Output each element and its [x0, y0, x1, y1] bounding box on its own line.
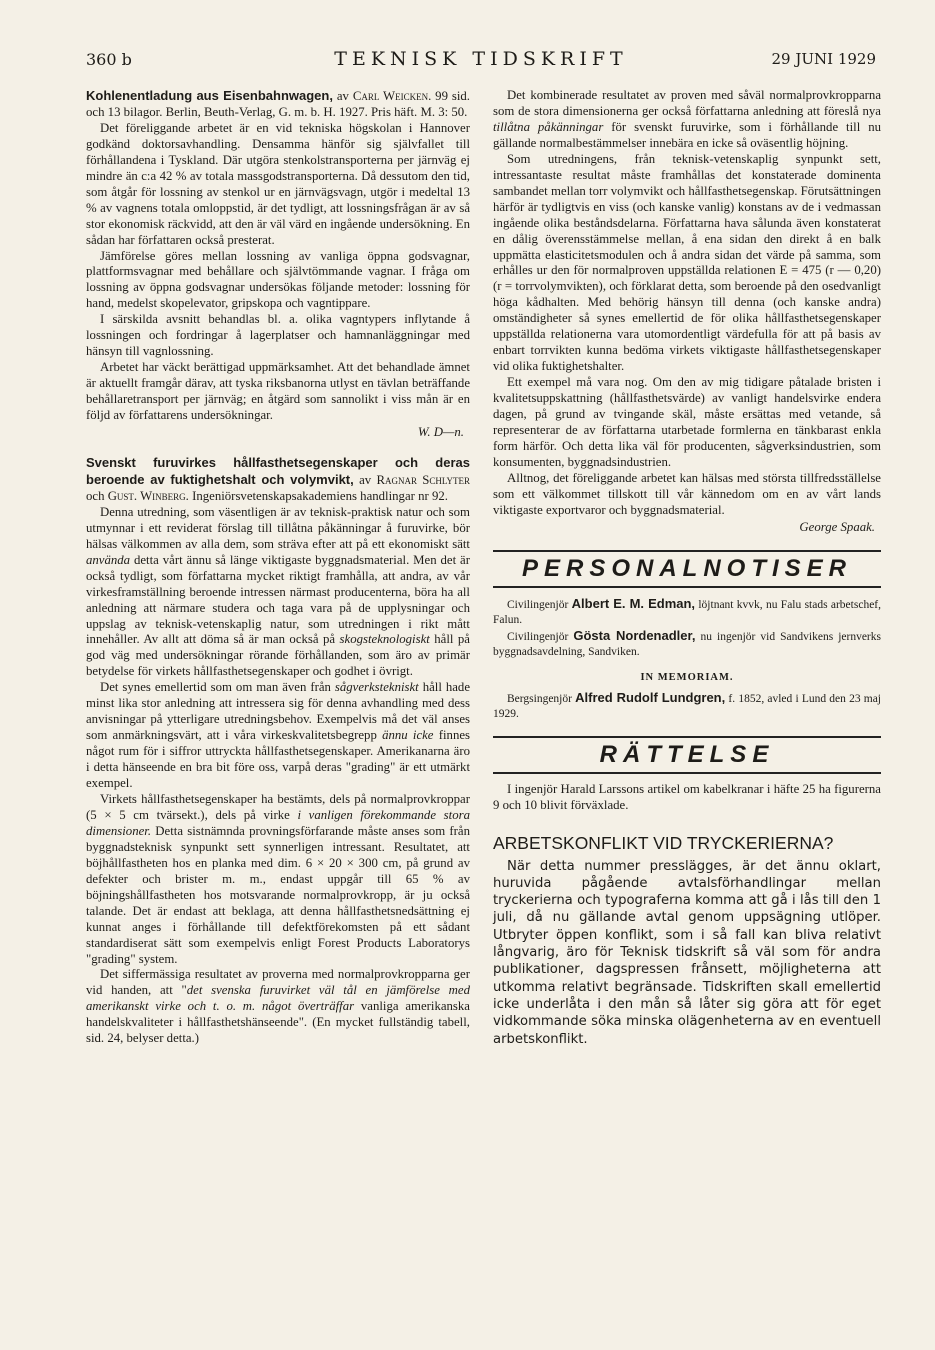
personal-notices-banner: PERSONALNOTISER [493, 550, 881, 588]
review2-paragraph: Det siffermässiga resultatet av proverna med normalprovkropparna ger vid handen, att "det svenska furuvirket väl tål en jämförelse med amerikanskt virke och t. o. m. något överträffar vanliga amerikanska handelskvaliteter i hållfasthetshänseende". (En mycket fullständig tabell, sid. 24, belyser detta.) [86, 967, 470, 1046]
review1-author: Carl Weicken. [352, 89, 432, 103]
review2-author2: Gust. Winberg. [107, 488, 189, 503]
review1-title: Kohlenentladung aus Eisenbahnwagen, [86, 88, 333, 103]
review2-and: och [86, 488, 108, 503]
left-column [86, 88, 470, 1047]
review1-paragraph: I särskilda avsnitt behandlas bl. a. olika vagntypers inflytande å lossningen och fordringar å lagerplatser och hamnanläggningar med hänsyn till vagnlossning. [86, 312, 470, 359]
notice-lundgren: Bergsingenjör Alfred Rudolf Lundgren, f. 1852, avled i Lund den 23 maj 1929. [493, 689, 882, 720]
page-header [86, 48, 876, 74]
correction-text: I ingenjör Harald Larssons artikel om kabelkranar i häfte 25 ha figurerna 9 och 10 blivit förväxlade. [493, 781, 881, 812]
page-number: 360 b [86, 50, 132, 69]
issue-date: 29 JUNI 1929 [771, 50, 876, 68]
review2-paragraph: Alltnog, det föreliggande arbetet kan hälsas med största tillfredsställelse som ett välkommet tillskott till vår kännedom om en av vårt lands viktigaste exportvaror och byggnadsmaterial. [493, 470, 881, 517]
review1-paragraph: Det föreliggande arbetet är en vid tekniska högskolan i Hannover godkänd doktorsavhandling. Densamma hänför sig självfallet till förhållandena i Tyskland. Där utgöra stenkolstransporterna per järnväg ej mindre än c:a 42 % av totala massgodstransporterna. Då dessutom den tid, som åtgår för lossning av stenkol ur en järnvägsvagn, utgör i medeltal 13 % av vagnens totala omloppstid, är det tydligt, att lossningsfrågan är av så stor ekonomisk räckvidd, att den är väl värd en ingående undersökning. En sådan har författaren också presterat. [86, 120, 470, 247]
review1-paragraph: Jämförelse göres mellan lossning av vanliga öppna godsvagnar, plattformsvagnar med behållare och självtömmande vagnar. I fråga om lossning av öppna godsvagnar undersökas följande metoder: lossning för hand, medelst skopelevator, gripskopa och vagntippare. [86, 248, 470, 311]
review1-details: 99 sid. och 13 bilagor. Berlin, Beuth-Verlag, G. m. b. H. 1927. Pris häft. M. 3: 50. [86, 89, 470, 119]
review2-paragraph: Ett exempel må vara nog. Om den av mig tidigare påtalade bristen i kvalitetsuppskattning (hållfasthetsvärde) av vanligt handelsvirke endera dagen, på grund av tvingande skäl, måste ersättas med vetande, så representerar de av författarna utarbetade formlerna en tänkbarast enkla form härför. Och detta lika väl för producenten, sågverksindustrien, som konsumenten, byggnadsindustrien. [493, 375, 881, 469]
review2-signature: George Spaak. [799, 519, 875, 534]
in-memoriam-heading: IN MEMORIAM. [640, 671, 734, 683]
review1-signature: W. D—n. [417, 425, 464, 440]
review2-paragraph: Det kombinerade resultatet av proven med såväl normalprovkropparna som de stora dimensionerna ger också författarna anledning att föreslå nya tillåtna påkänningar för svenskt furuvirke, som i förhållande till nu gällande normalbestämmelser innebära en icke så oväsentlig höjning. [493, 88, 881, 150]
review2-paragraph: Som utredningens, från teknisk-vetenskaplig synpunkt sett, intressantaste resultat måste framhållas det konstaterade dominenta sambandet mellan torr volymvikt och hållfasthetsegenskap. Förutsättningen härför är tydligtvis en viss (och kanske vanlig) konstans av de i vedmassan ingående olika beståndsdelarna. Författarna hava sålunda även konstaterat en dålig överensstämmelse mellan, å ena sidan den direkt å en balk uppmätta elasticitetsmodulen och å andra sidan det värde på samma, som erhålles ur den för normalproven uppställda relationen E = 475 (r — 0,20) (r = torrvolymvikten), och förklarat detta, som beroende på den osedvanligt höga kådhalten. Med behörig hänsyn till denna (och kanske andra) omständigheter så synes emellertid de för olika hållfasthetsegenskaper uppställda relationerna vara utomordentligt värdefulla för att på basis av enbart torrvikten kunna bedöma virkets viktigaste hållfasthetsegenskaper vid olika fuktighetshalter. [493, 151, 881, 374]
review2-details: Ingeniörsvetenskapsakademiens handlingar nr 92. [188, 488, 448, 503]
review1-by: av [332, 89, 353, 103]
review2-paragraph: Det synes emellertid som om man även från sågverkstekniskt håll hade minst lika stor anledning att intressera sig för denna avhandling med dess anvisningar på ytterligare utredningsbehov. Exempelvis må det väl anses som anmärkningsvärt, att i våra virkeskvalitetsbegrepp ännu icke finnes något rum för i siffror uttryckta hållfasthetsegenskaper. Amerikanarna äro i detta hänseende en bra bit före oss, varpå deras "grading" är ett utmärkt exempel. [86, 680, 470, 791]
review2-author1: Ragnar Schlyter [376, 472, 471, 487]
review2-title: Svenskt furuvirkes hållfasthetsegenskaper och deras beroende av fuktighetshalt och volymvikt, [86, 454, 470, 487]
notice-nordenadler: Civilingenjör Gösta Nordenadler, nu ingenjör vid Sandvikens jernverks byggnadsavdelning, Sandviken. [493, 627, 881, 658]
review2-by: av [353, 472, 377, 487]
journal-title: TEKNISK TIDSKRIFT [334, 48, 628, 70]
review1-paragraph: Arbetet har väckt berättigad uppmärksamhet. Att det behandlade ämnet är aktuellt framgår därav, att tyska riksbanorna utlyst en tävlan beträffande behållaretransport per järnväg; en åtgärd som sannolikt i viss mån är en följd av författarens undersökningar. [86, 360, 470, 423]
conflict-title: ARBETSKONFLIKT VID TRYCKERIERNA? [493, 832, 834, 853]
review2-paragraph: Denna utredning, som väsentligen är av teknisk-praktisk natur och som utmynnar i ett reviderat förslag till tillåtna påkänningar å furuvirke, bör hälsas välkommen av alla dem, som sträva efter att på ett ekonomiskt sätt använda detta vårt ännu så länge viktigaste byggnadsmaterial. Men det är också tydligt, som författarna mycket riktigt framhålla, att andra, av vår virkesframställning beroende intressen närmast producenterna, böra ha all anledning att närmare studera och taga vara på de upplysningar och uppslag av teknisk-vetenskaplig natur, som utredningen i rikt mått innehåller. Av allt att döma så är man också på skogsteknologiskt håll på god väg med undersökningar rörande förhållanden, som äro av primär betydelse för virkets hållfasthetsegenskaper och godhet i övrigt. [86, 504, 470, 679]
right-column [493, 88, 881, 1048]
review2-paragraph: Virkets hållfasthetsegenskaper ha bestämts, dels på normalprovkroppar (5 × 5 cm tvärsekt.), dels på virke i vanligen förekommande stora dimensioner. Detta sistnämnda provningsförfarande måste anses som från byggnadsteknisk synpunkt sett synnerligen intressant. Resultatet, att böjhållfastheten hos en planka med dim. 6 × 20 × 300 cm, på grund av defekter och brister m. m., endast uppgår till 65 % av böjningshållfastheten hos motsvarande normalprovkropp, är ju också talande. Det är endast att beklaga, att denna hållfasthetsnedsättning ej kunnat anges i förhållande till defektförekomsten på ett sådant standardiserat sätt som exempelvis enligt Forest Products Laboratorys "grading" system. [86, 791, 470, 966]
correction-banner: RÄTTELSE [493, 736, 881, 774]
notice-edman: Civilingenjör Albert E. M. Edman, löjtnant kvvk, nu Falu stads arbetschef, Falun. [493, 595, 881, 626]
review2-heading [86, 455, 470, 505]
conflict-text: När detta nummer presslägges, är det ännu oklart, huruvida pågående avtalsförhandlingar mellan tryckerierna och typograferna komma att gå i lås till den 1 juli, då nu gällande avtal genom uppsägning utlöper. Utbryter öppen konflikt, som i så fall kan bliva relativt långvarig, äro för Teknisk tidskrift så väl som för andra publikationer, dagspressen frånsett, möjligheterna att utkomma relativt begränsade. Tidskriften skall emellertid icke underlåta i den mån så låter sig göra att för eget vidkommande söka minska olägenheterna av en eventuell arbetskonflikt. [493, 858, 881, 1047]
review1-heading [86, 88, 470, 121]
